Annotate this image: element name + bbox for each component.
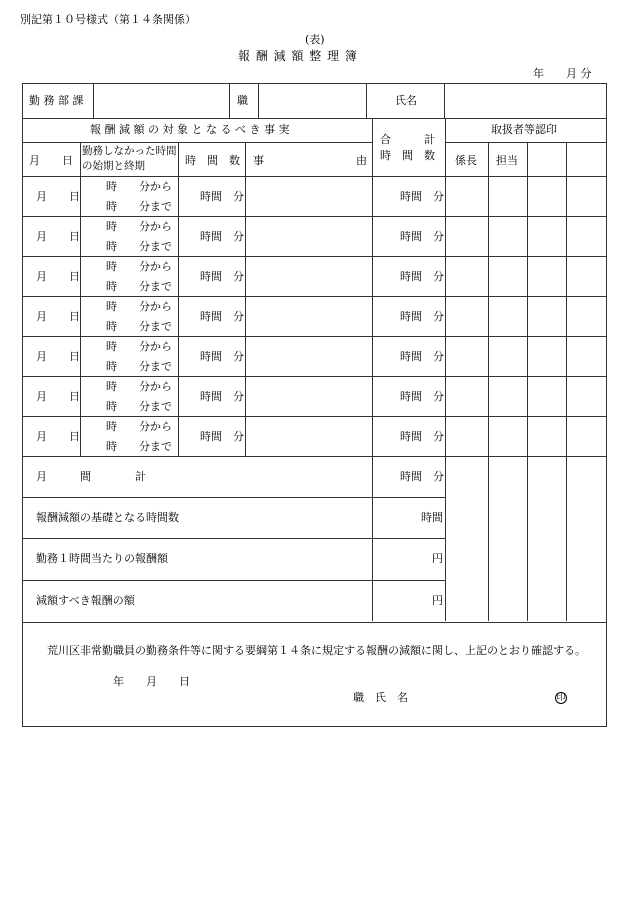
monthly-total-unit: 時間 分 [400,470,444,483]
row-from: 時 分から [106,380,172,393]
col-staff-header: 担当 [496,154,518,167]
reduction-amount-label: 減額すべき報酬の額 [36,594,135,607]
hourly-rate-label: 勤務１時間当たりの報酬額 [36,552,168,565]
employee-name-label: 職 氏 名 [353,691,408,704]
confirmation-date: 年 月 日 [113,675,190,688]
col-chief-header: 係長 [455,154,477,167]
reduction-facts-header: 報 酬 減 額 の 対 象 と な る べ き 事 実 [90,123,290,136]
row-from: 時 分から [106,300,172,313]
total-header-top: 合 計 [380,133,435,146]
form-number: 別記第１０号様式（第１４条関係） [20,13,196,26]
row-total: 時間 分 [400,190,444,203]
basis-hours-label: 報酬減額の基礎となる時間数 [36,511,179,524]
confirmation-box [22,621,607,727]
row-date: 月 日 [36,230,80,243]
name-label: 氏名 [395,94,417,107]
basis-hours-unit: 時間 [421,511,443,524]
row-total: 時間 分 [400,390,444,403]
row-hours: 時間 分 [200,350,244,363]
total-header-bottom: 時 間 数 [380,149,435,162]
row-total: 時間 分 [400,350,444,363]
row-hours: 時間 分 [200,390,244,403]
position-label: 職 [237,94,248,107]
side-label: (表) [305,33,325,46]
row-hours: 時間 分 [200,310,244,323]
confirmation-statement: 荒川区非常勤職員の勤務条件等に関する要綱第１４条に規定する報酬の減額に関し、上記のとおり確認する。 [47,644,586,657]
row-hours: 時間 分 [200,430,244,443]
row-hours: 時間 分 [200,190,244,203]
row-to: 時 分まで [106,280,172,293]
row-hours: 時間 分 [200,270,244,283]
row-to: 時 分まで [106,440,172,453]
row-date: 月 日 [36,310,80,323]
row-total: 時間 分 [400,430,444,443]
row-to: 時 分まで [106,320,172,333]
row-total: 時間 分 [400,310,444,323]
row-to: 時 分まで [106,400,172,413]
row-to: 時 分まで [106,200,172,213]
row-from: 時 分から [106,220,172,233]
reduction-amount-unit: 円 [432,594,443,607]
row-total: 時間 分 [400,270,444,283]
row-date: 月 日 [36,390,80,403]
col-hours-header: 時 間 数 [185,154,240,167]
row-from: 時 分から [106,340,172,353]
row-to: 時 分まで [106,240,172,253]
col-reason-right: 由 [356,154,367,167]
row-from: 時 分から [106,180,172,193]
monthly-total-label: 月 間 計 [36,470,146,483]
row-from: 時 分から [106,260,172,273]
year-month-label: 年 月 分 [533,67,592,80]
department-label: 勤 務 部 課 [29,94,84,107]
col-date-header: 月 日 [29,154,73,167]
page-title: 報 酬 減 額 整 理 簿 [238,49,358,63]
row-date: 月 日 [36,350,80,363]
row-hours: 時間 分 [200,230,244,243]
row-date: 月 日 [36,190,80,203]
row-date: 月 日 [36,430,80,443]
col-period-header: 勤務しなかった時間の始期と終期 [82,145,177,173]
row-to: 時 分まで [106,360,172,373]
seal-mark: 印 [556,693,566,703]
row-from: 時 分から [106,420,172,433]
hourly-rate-unit: 円 [432,552,443,565]
approval-header: 取扱者等認印 [491,123,557,136]
row-date: 月 日 [36,270,80,283]
row-total: 時間 分 [400,230,444,243]
col-reason-left: 事 [253,154,264,167]
